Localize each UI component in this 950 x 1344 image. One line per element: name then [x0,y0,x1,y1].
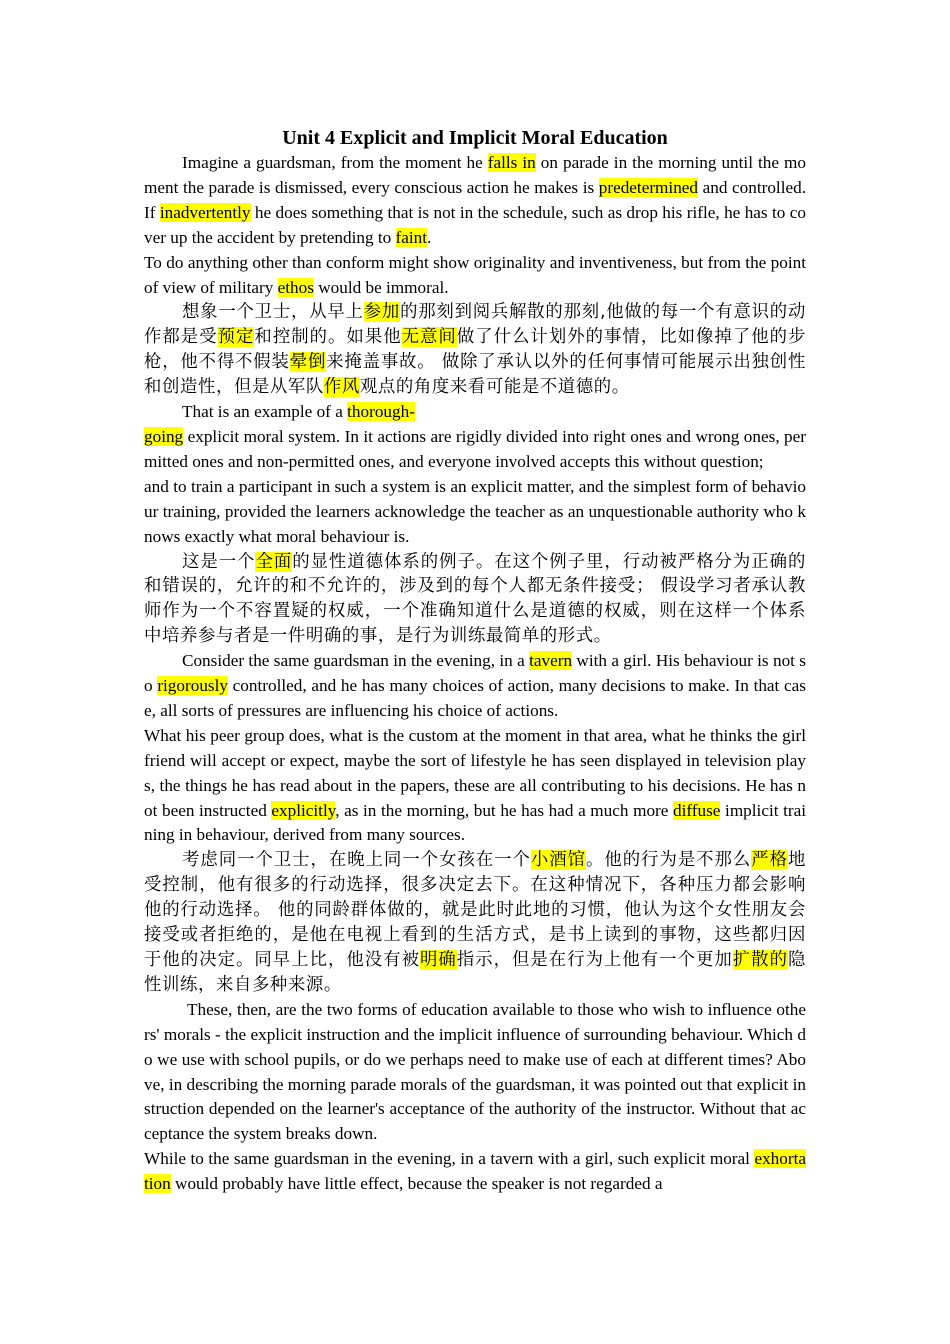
text-segment: 的显性道德体系的例子。在这个例子里，行动被严格分为正确的和错误的，允许的和不允许的，涉及到的每个人都无条件接受； 假设学习者承认教师作为一个不容置疑的权威，一个准确知道什么是道德的权威，则在这样一个体系中培养参与者是一件明确的事，是行为训练最简单的形式。 [144,551,807,647]
highlighted-term: diffuse [673,800,721,820]
highlighted-term: explicitly [271,800,336,820]
text-segment: 来掩盖事故。 做除了承认以外的任何事情可能展示出独创性和创造性，但是从军队 [144,352,806,398]
text-segment: would probably have little effect, because the speaker is not regarded a [170,1174,663,1194]
text-segment: These, then, are the two forms of education available to those who wish to influence others' morals - the explicit instruction and the implicit influence of surrounding behaviour. Which do we use with school pupils, or do we perhaps need to make use of each at different times? Above, in describing the morning parade morals of the guardsman, it was pointed out that explicit instruction depended on the learner's acceptance of the authority of the instructor. Without that acceptance the system breaks down. [144,999,806,1144]
text-segment: controlled, and he has many choices of action, many decisions to make. In that case, all sorts of pressures are influencing his choice of actions. [144,676,806,720]
highlighted-term: ethos [277,277,314,297]
text-segment: 指示，但是在行为上他有一个更加 [456,950,733,970]
text-segment: , as in the morning, but he has had a much more [335,800,674,820]
highlighted-term: faint [395,227,428,247]
text-segment: 观点的角度来看可能是不道德的。 [359,377,630,398]
highlighted-term: 小酒馆 [530,850,586,871]
english-paragraph [144,475,806,550]
english-paragraph [144,400,806,425]
highlighted-term: inadvertently [159,202,251,222]
highlighted-term: going [144,426,184,446]
text-segment: he does something that is not in the schedule, such as drop his rifle, he has to cover up the accident by pretending to [144,202,806,247]
text-segment: . [427,227,432,247]
document-body [144,126,806,1197]
text-segment: implicit training in behaviour, derived from many sources. [144,800,807,845]
english-paragraph [144,1147,806,1197]
text-segment: That is an example of a [182,402,348,422]
highlighted-term: 明确 [419,950,457,970]
highlighted-term: rigorously [157,676,228,696]
text-segment: 这是一个 [182,551,256,572]
paragraph-list [144,151,806,1197]
text-segment: While to the same guardsman in the evening, in a tavern with a girl, such explicit moral [144,1149,755,1169]
highlighted-term: 无意间 [401,327,457,348]
english-paragraph [144,425,806,475]
highlighted-term: 严格 [751,850,789,871]
text-segment: and to train a participant in such a system is an explicit matter, and the simplest form of behaviour training, provided the learners acknowledge the teacher as an unquestionable authority who knows exactly what moral behaviour is. [144,476,806,546]
english-paragraph [144,251,806,301]
chinese-paragraph [144,848,806,997]
text-segment: Imagine a guardsman, from the moment he [182,153,488,172]
text-segment: explicit moral system. In it actions are rigidly divided into right ones and wrong ones, permitted ones and non-permitted ones, and everyone involved accepts this without question; [144,426,806,471]
highlighted-term: tavern [529,651,573,671]
highlighted-term: 晕倒 [289,352,327,373]
text-segment: would be immoral. [313,277,449,297]
english-paragraph [144,998,806,1147]
text-segment: and controlled. If [144,177,806,222]
highlighted-term: thorough- [347,402,415,422]
text-segment: To do anything other than conform might show originality and inventiveness, but from the point of view of military [144,252,806,297]
chinese-paragraph [144,550,806,650]
highlighted-term: 扩散的 [732,950,788,970]
highlighted-term: predetermined [598,177,699,197]
text-segment: Consider the same guardsman in the evening, in a [182,651,530,671]
english-paragraph [144,151,806,251]
document-title: Unit 4 Explicit and Implicit Moral Education [282,127,668,149]
highlighted-term: 参加 [363,302,401,323]
english-paragraph [144,649,806,724]
text-segment: 想象一个卫士，从早上 [182,302,364,323]
highlighted-term: 预定 [217,327,255,348]
text-segment: 地受控制，他有很多的行动选择，很多决定去下。在这种情况下，各种压力都会影响他的行动选择。 他的同龄群体做的，就是此时此地的习惯，他认为这个女性朋友会接受或者拒绝的，是他在电视上看到的生活方式，是书上读到的事物，这些都归因于他的决定。同早上比，他没有被 [144,850,807,970]
text-segment: 考虑同一个卫士，在晚上同一个女孩在一个 [182,850,531,871]
english-paragraph [144,724,806,849]
highlighted-term: exhortation [144,1149,806,1194]
text-segment: 。他的行为是不那么 [586,850,752,871]
highlighted-term: 全面 [255,551,293,572]
highlighted-term: 作风 [323,377,360,398]
text-segment: 做了什么计划外的事情，比如像掉了他的步枪，他不得不假装 [144,327,807,373]
chinese-paragraph [144,300,806,400]
text-segment: What his peer group does, what is the custom at the moment in that area, what he thinks the girlfriend will accept or expect, maybe the sort of lifestyle he has seen displayed in television plays, the things he has read about in the papers, these are all contributing to his decisions. He has not been instructed [144,725,806,820]
text-segment: 隐性训练，来自多种来源。 [144,950,806,995]
text-segment: 和控制的。如果他 [254,327,402,348]
text-segment: 的那刻到阅兵解散的那刻,他做的每一个有意识的动作都是受 [144,302,806,348]
text-segment: on parade in the morning until the moment the parade is dismissed, every conscious action he makes is [144,153,806,197]
text-segment: with a girl. His behaviour is not so [144,651,806,696]
highlighted-term: falls in [487,153,536,172]
